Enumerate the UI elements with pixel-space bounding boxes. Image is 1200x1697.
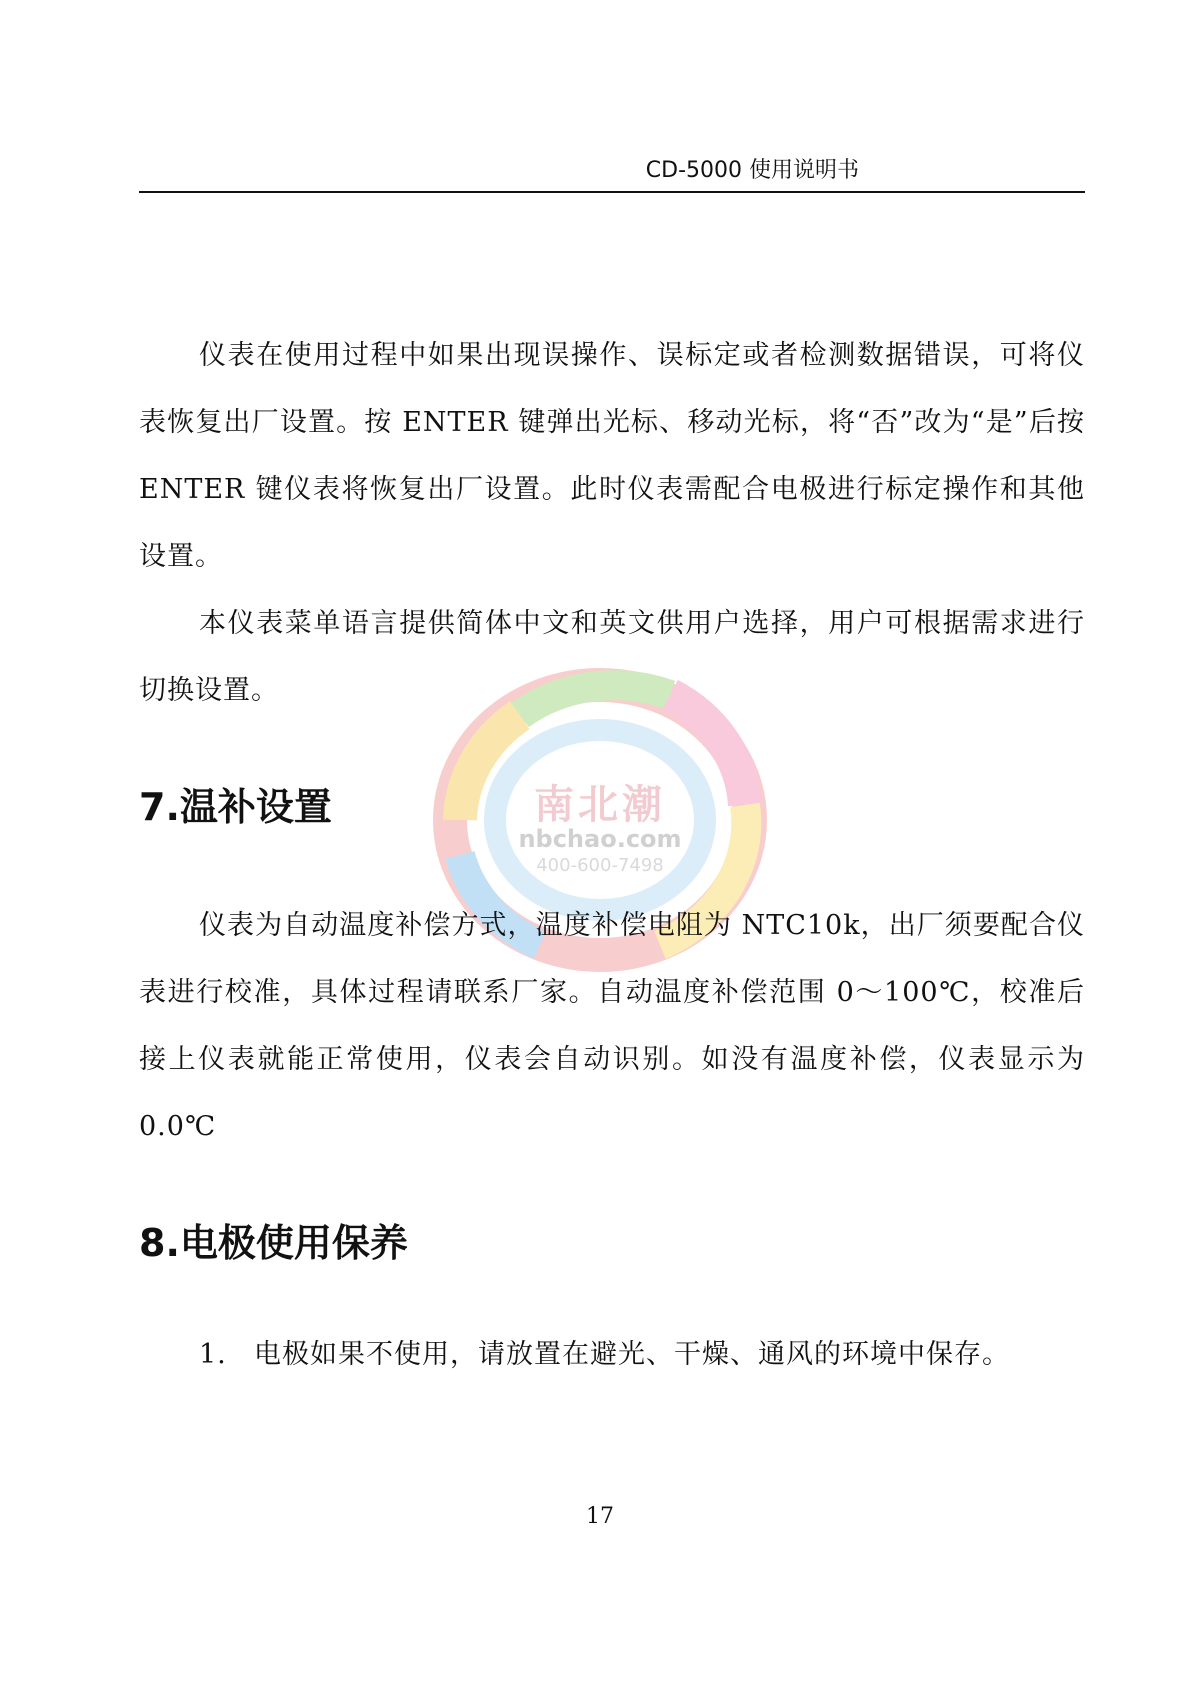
section-heading-temperature-compensation: 7.温补设置	[139, 785, 332, 829]
document-title: CD-5000 使用说明书	[645, 158, 859, 183]
header-divider	[139, 191, 1085, 193]
paragraph-factory-reset: 仪表在使用过程中如果出现误操作、误标定或者检测数据错误，可将仪表恢复出厂设置。按 ENTER 键弹出光标、移动光标，将“否”改为“是”后按 ENTER 键仪表将恢复出厂设置。此时仪表需配合电极进行标定操作和其他设置。	[139, 340, 1085, 572]
list-item	[199, 1335, 1099, 1375]
paragraph-language: 本仪表菜单语言提供简体中文和英文供用户选择，用户可根据需求进行切换设置。	[139, 608, 1085, 706]
list-item-text: 电极如果不使用，请放置在避光、干燥、通风的环境中保存。	[254, 1339, 1010, 1370]
watermark-brand-cn: 南北潮	[534, 782, 666, 828]
watermark-domain: nbchao.com	[518, 825, 682, 853]
watermark-phone: 400-600-7498	[536, 855, 664, 876]
page-number: 17	[586, 1504, 614, 1529]
section-heading-electrode-maintenance: 8.电极使用保养	[139, 1221, 408, 1265]
list-item-number: 1.	[199, 1339, 227, 1370]
paragraph-temperature-compensation: 仪表为自动温度补偿方式，温度补偿电阻为 NTC10k，出厂须要配合仪表进行校准，具体过程请联系厂家。自动温度补偿范围 0～100℃，校准后接上仪表就能正常使用，仪表会自动识别。如没有温度补偿，仪表显示为 0.0℃	[139, 910, 1085, 1142]
